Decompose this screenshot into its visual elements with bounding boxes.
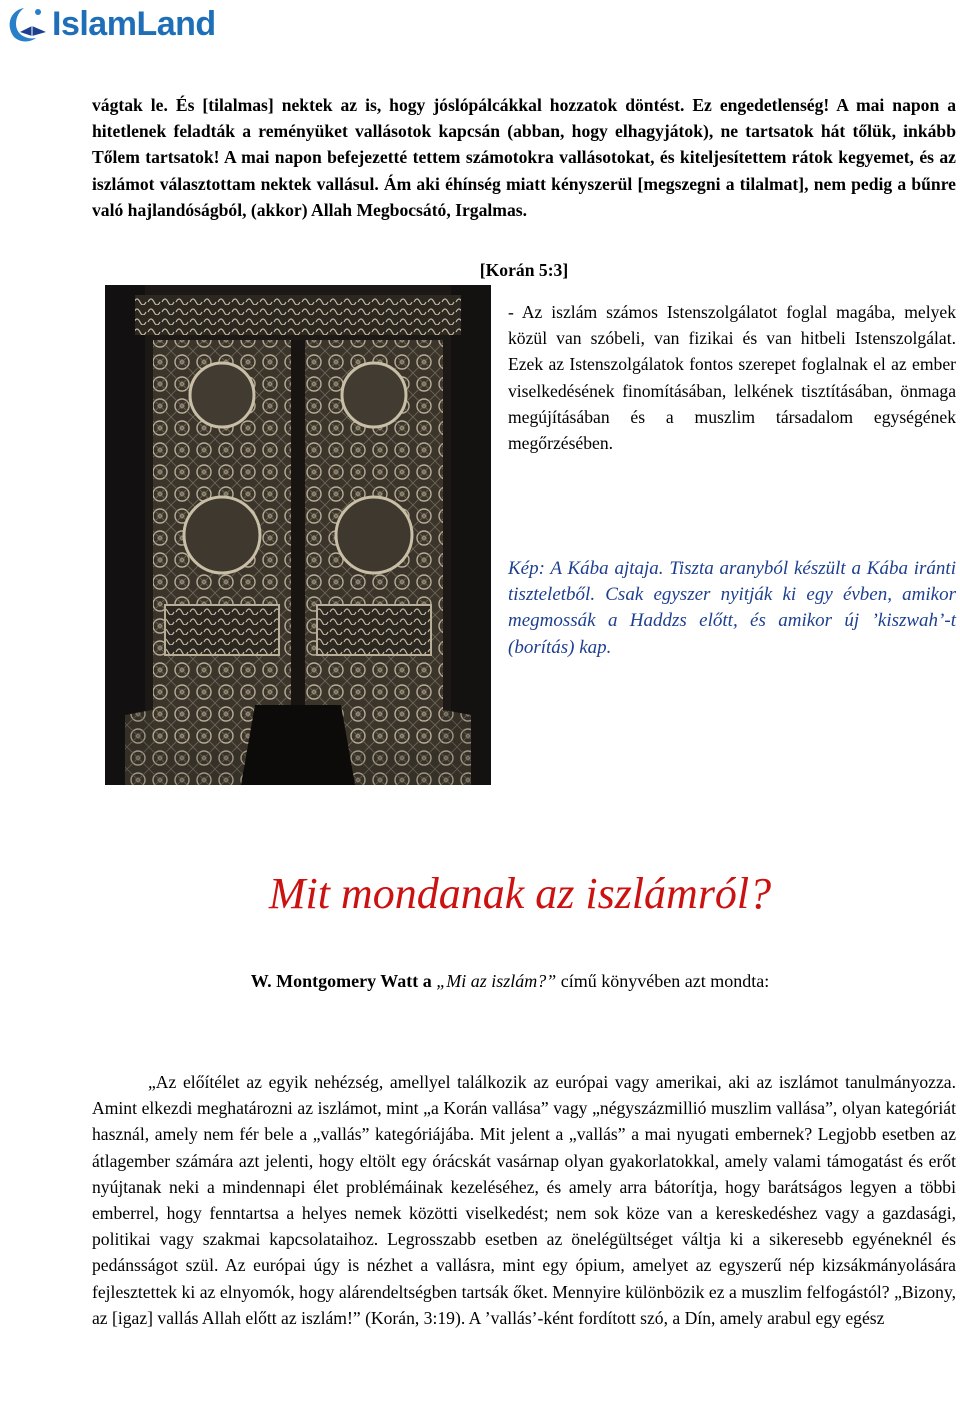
islamland-logo [2,2,222,46]
side-paragraph: - Az iszlám számos Istenszolgálatot foglal magába, melyek közül van szóbeli, van fizikai és van hitbeli Istenszolgálat. Ezek az Istenszolgálatok fontos szerepet foglalnak el az ember viselkedésének finomításában, lelkének tisztításában, önmaga megújításában és a muszlim társadalom egységének megőrzésében. [508,302,956,454]
byline [0,971,960,992]
logo-text: IslamLand [52,5,216,43]
byline-rest: című könyvében azt mondta: [556,971,770,991]
verse-citation: [Korán 5:3] [479,260,569,280]
section-heading: Mit mondanak az iszlámról? [268,869,772,918]
verse-paragraph: vágtak le. És [tilalmas] nektek az is, hogy jóslópálcákkal hozzatok döntést. Ez engedetlenség! A mai napon a hitetlenek feladták a reményüket vallásotok kapcsán (abban, hogy elhagyjátok), ne tartsatok hát tőlük, inkább Tőlem tartsatok! A mai napon befejezetté tettem számotokra vallásotokat, és kiteljesítettem rátok kegyemet, és az iszlámot választottam nektek vallásul. Ám aki éhínség miatt kényszerül [megszegni a tilalmat], nem pedig a bűnre való hajlandóságból, (akkor) Allah Megbocsátó, Irgalmas. [92,95,956,220]
crescent-book-icon [2,2,54,46]
kaaba-door-illustration [105,285,491,785]
quote-paragraph: „Az előítélet az egyik nehézség, amellyel találkozik az európai vagy amerikai, aki az iszlámot tanulmányozza. Amint elkezdi meghatározni az iszlámot, mint „a Korán vallása” vagy „négyszázmillió muszlim vallása”, olyan kategóriát használ, amely nem fér bele a „vallás” kategóriájába. Mit jelent a „vallás” a mai nyugati embernek? Legjobb esetben az átlagember számára azt jelenti, hogy eltölt egy órácskát vasárnap olyan gyakorlatokkal, amely valami támogatást és erőt nyújtanak neki a mindennapi élet problémáinak kezeléséhez, és amely arra bátorítja, hogy barátságos legyen a többi emberrel, hogy fenntartsa a helyes nemek közötti viselkedést; nem sok köze van a kereskedéshez vagy a gazdasági, politikai vagy szakmai kapcsolataihoz. Legrosszabb esetben az önelégültséget váltja ki a sikeresebb egyéneknél és pedánsságot szül. Az európai úgy is nézhet a vallásra, mint egy ópium, amelyet az egyszerű nép kizsákmányolására fejlesztettek ki az elnyomók, hogy alárendeltségben tartsák őket. Mennyire különbözik ez a muszlim felfogástól? „Bizony, az [igaz] vallás Allah előtt az iszlám!” (Korán, 3:19). A ’vallás’-ként fordított szó, a Dín, amely arabul egy egész [92,1072,956,1328]
kaaba-door-photo [105,285,491,785]
photo-caption: Kép: A Kába ajtaja. Tiszta aranyból készült a Kába iránti tiszteletből. Csak egyszer nyitják ki egy évben, amikor megmossák a Haddzs előtt, és amikor új ’kiszwah’-t (borítás) kap. [508,558,956,658]
author-name: W. Montgomery Watt a [250,971,437,991]
book-title: „Mi az iszlám?” [436,971,557,991]
